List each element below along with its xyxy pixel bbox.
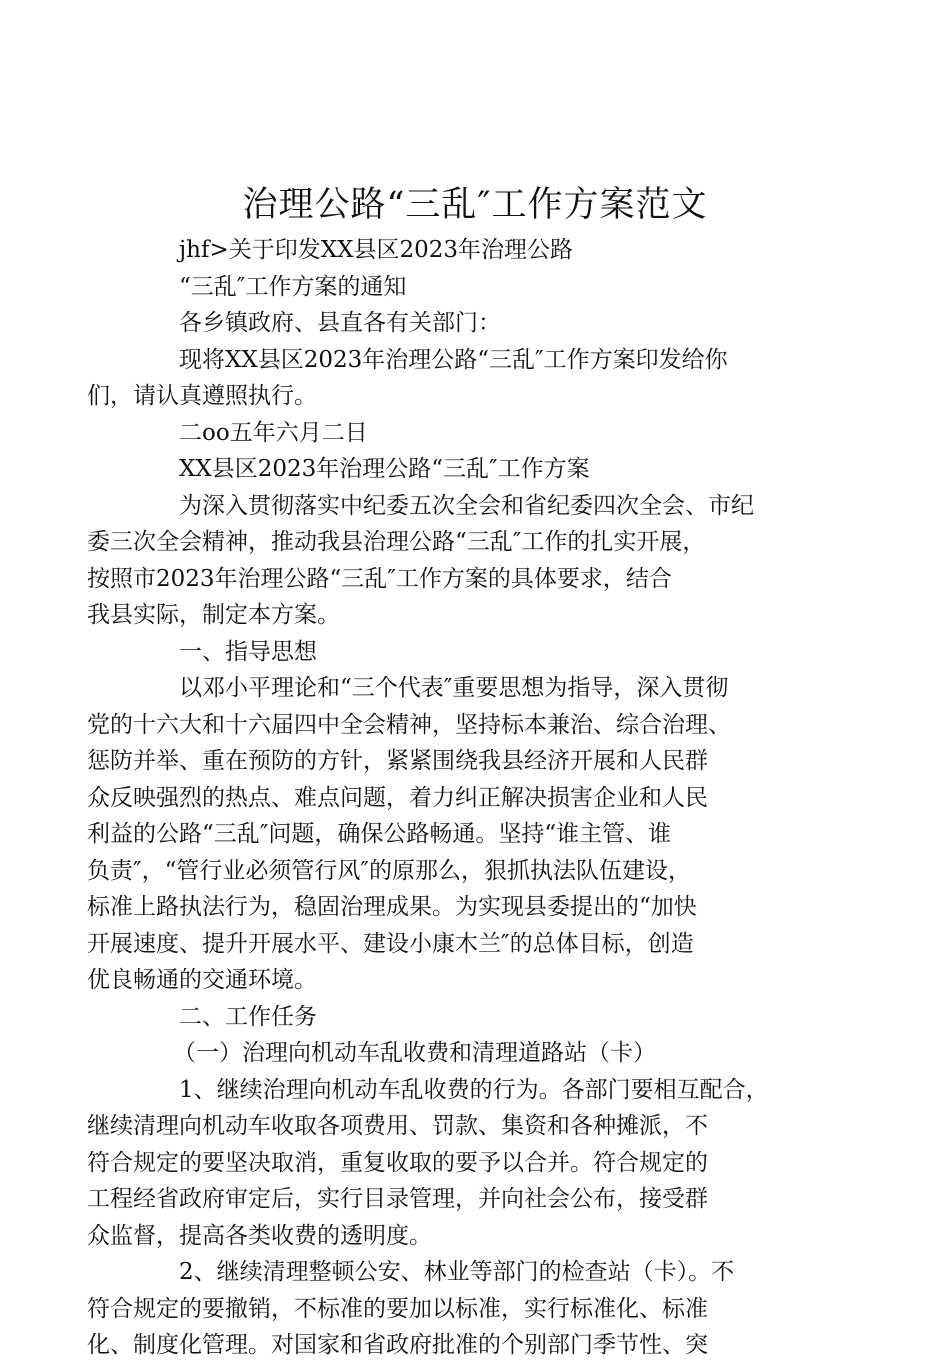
subsection-heading [133, 1035, 853, 1072]
date-line [133, 415, 853, 452]
plan-title-line [133, 451, 853, 488]
guiding-thought-paragraph [87, 670, 853, 999]
text-line: 符合规定的要坚决取消，重复收取的要予以合并。符合规定的 [87, 1149, 708, 1176]
text-line: 利益的公路“三乱″问题，确保公路畅通。坚持“谁主管、谁 [87, 821, 672, 847]
document-title: 治理公路“三乱″工作方案范文 [242, 185, 708, 225]
text-line: 惩防并举、重在预防的方针，紧紧围绕我县经济开展和人民群 [87, 748, 708, 774]
text-line: 工程经省政府审定后，实行目录管理，并向社会公布，接受群 [87, 1186, 708, 1212]
text-line: 符合规定的要撤销，不标准的要加以标准，实行标准化、标准 [87, 1295, 708, 1322]
text-line: 2、继续清理整顿公安、林业等部门的检查站（卡）。不 [179, 1259, 735, 1285]
notice-heading [133, 232, 853, 305]
notice-paragraph [87, 342, 853, 415]
intro-paragraph [87, 488, 853, 634]
text-line: 负责″，“管行业必须管行风″的原那么，狠抓执法队伍建设， [87, 857, 691, 884]
text-line: 1、继续治理向机动车乱收费的行为。各部门要相互配合， [179, 1076, 769, 1103]
text-line: 我县实际，制定本方案。 [87, 602, 340, 628]
text-line: 为深入贯彻落实中纪委五次全会和省纪委四次全会、市纪 [179, 492, 754, 519]
text-line: 各乡镇政府、县直各有关部门： [179, 310, 501, 336]
text-line: XX县区2023年治理公路“三乱″工作方案 [179, 456, 590, 482]
text-line: （一）治理向机动车乱收费和清理道路站（卡） [173, 1040, 656, 1066]
text-line: 继续清理向机动车收取各项费用、罚款、集资和各种摊派，不 [87, 1113, 708, 1139]
text-line: 以邓小平理论和“三个代表″重要思想为指导，深入贯彻 [179, 675, 729, 701]
text-line: 二oo五年六月二日 [179, 419, 368, 446]
text-line: “三乱″工作方案的通知 [179, 273, 407, 300]
text-line: 标准上路执法行为，稳固治理成果。为实现县委提出的“加快 [87, 894, 697, 920]
text-line: 们，请认真遵照执行。 [87, 383, 317, 409]
text-line: 一、指导思想 [179, 638, 317, 665]
document-body [87, 232, 853, 1364]
task-paragraph-2 [87, 1254, 853, 1364]
text-line: 二、工作任务 [179, 1003, 317, 1030]
text-line: 现将XX县区2023年治理公路“三乱″工作方案印发给你 [179, 346, 728, 373]
text-line: jhf>关于印发XX县区2023年治理公路 [179, 237, 574, 263]
recipient-line [133, 305, 853, 342]
text-line: 委三次全会精神，推动我县治理公路“三乱″工作的扎实开展， [87, 529, 706, 555]
task-paragraph-1 [87, 1072, 853, 1255]
section-heading [133, 634, 853, 671]
text-line: 党的十六大和十六届四中全会精神，坚持标本兼治、综合治理、 [87, 711, 731, 738]
text-line: 众反映强烈的热点、难点问题，着力纠正解决损害企业和人民 [87, 784, 708, 811]
section-heading [133, 999, 853, 1036]
text-line: 按照市2023年治理公路“三乱″工作方案的具体要求，结合 [87, 565, 672, 592]
text-line: 开展速度、提升开展水平、建设小康木兰″的总体目标，创造 [87, 930, 694, 957]
text-line: 化、制度化管理。对国家和省政府批准的个别部门季节性、突 [87, 1332, 708, 1358]
text-line: 众监督，提高各类收费的透明度。 [87, 1222, 432, 1249]
text-line: 优良畅通的交通环境。 [87, 967, 317, 993]
